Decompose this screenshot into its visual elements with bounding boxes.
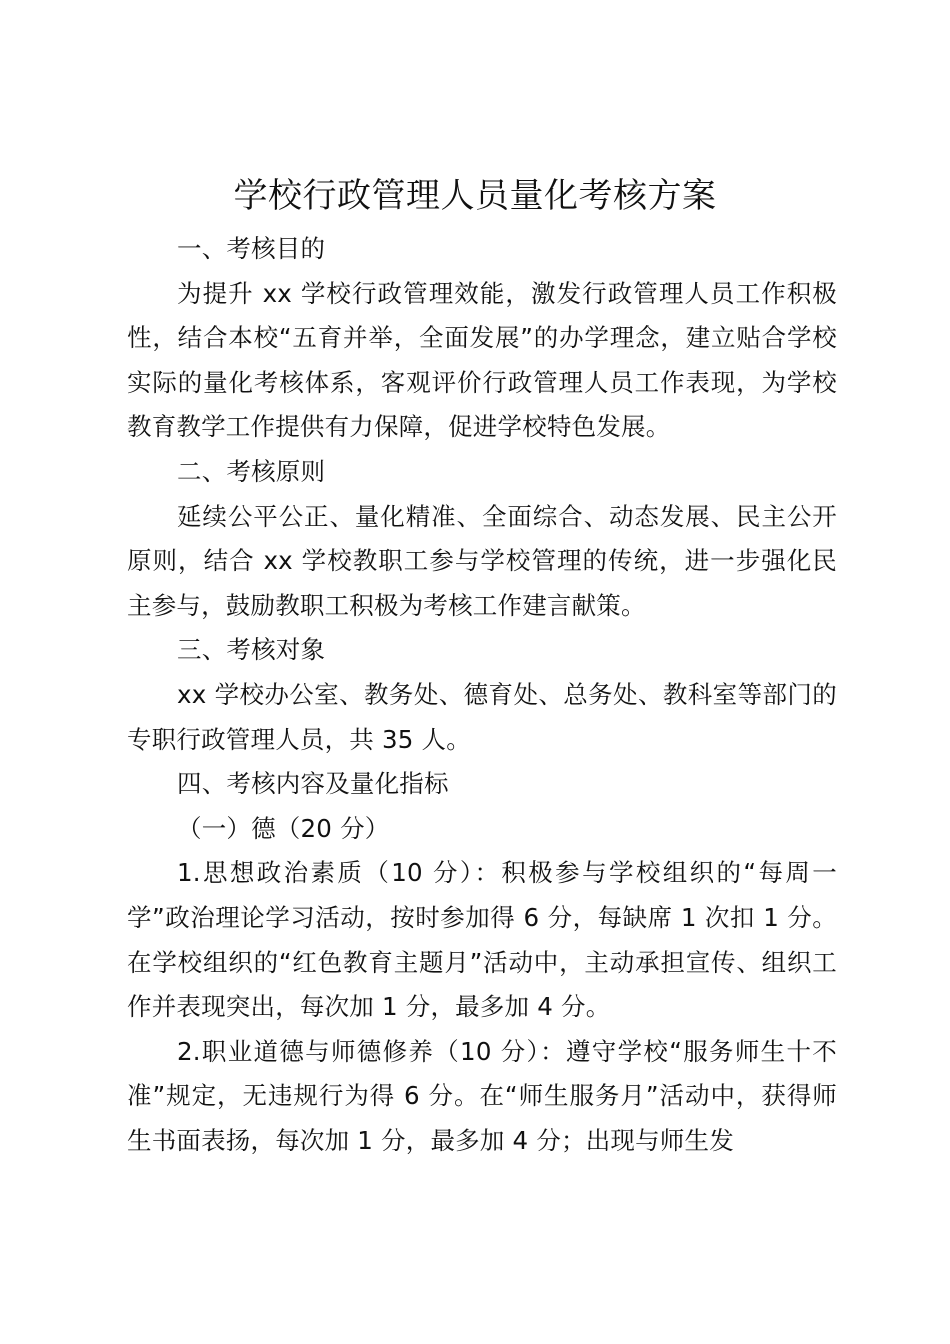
subsection-heading-morality: （一）德（20 分） [177, 813, 390, 843]
document-body [127, 227, 837, 1163]
section-heading-content: 四、考核内容及量化指标 [177, 769, 449, 799]
paragraph-professional-ethics: 2.职业道德与师德修养（10 分）：遵守学校“服务师生十不准”规定，无违规行为得 6 分。在“师生服务月”活动中，获得师生书面表扬，每次加 1 分，最多加 4 分；出现与师生发 [127, 1036, 837, 1155]
paragraph-purpose: 为提升 xx 学校行政管理效能，激发行政管理人员工作积极性，结合本校“五育并举，全面发展”的办学理念，建立贴合学校实际的量化考核体系，客观评价行政管理人员工作表现，为学校教育教学工作提供有力保障，促进学校特色发展。 [127, 278, 837, 442]
paragraph-political-quality: 1.思想政治素质（10 分）：积极参与学校组织的“每周一学”政治理论学习活动，按时参加得 6 分，每缺席 1 次扣 1 分。在学校组织的“红色教育主题月”活动中，主动承担宣传、组织工作并表现突出，每次加 1 分，最多加 4 分。 [127, 858, 837, 1022]
paragraph-targets: xx 学校办公室、教务处、德育处、总务处、教科室等部门的专职行政管理人员，共 35 人。 [127, 679, 837, 754]
section-heading-purpose: 一、考核目的 [177, 234, 326, 263]
document-title: 学校行政管理人员量化考核方案 [233, 176, 717, 216]
section-heading-principles: 二、考核原则 [177, 456, 326, 486]
section-heading-targets: 三、考核对象 [177, 635, 326, 665]
paragraph-principles: 延续公平公正、量化精准、全面综合、动态发展、民主公开原则，结合 xx 学校教职工参与学校管理的传统，进一步强化民主参与，鼓励教职工积极为考核工作建言献策。 [127, 501, 837, 620]
